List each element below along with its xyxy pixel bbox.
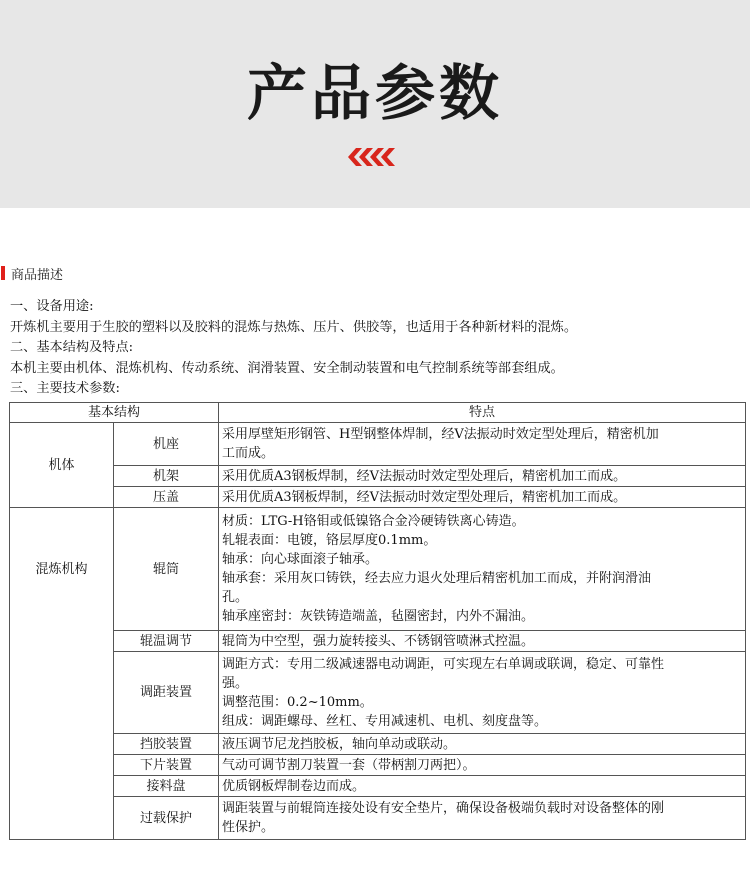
description-line: 本机主要由机体、混炼机构、传动系统、润滑装置、安全制动装置和电气控制系统等部套组成。 [10,360,564,376]
part-cell: 机架 [114,466,219,487]
part-cell: 接料盘 [114,776,219,797]
group-cell: 机体 [10,423,114,508]
feature-line: 轧辊表面：电镀，铬层厚度0.1mm。 [222,533,437,548]
feature-line: 优质钢板焊制卷边而成。 [222,778,366,794]
feature-cell [219,776,746,797]
table-row [10,631,746,652]
feature-line: 液压调节尼龙挡胶板，轴向单动或联动。 [222,736,457,752]
spec-table [9,402,746,840]
table-row [10,734,746,755]
table-row [10,423,746,466]
table-header-row [10,403,746,423]
table-row [10,508,746,631]
part-cell: 下片装置 [114,755,219,776]
feature-line: 气动可调节割刀装置一套（带柄割刀两把）。 [222,757,476,773]
feature-cell [219,797,746,840]
group-cell: 混炼机构 [10,508,114,840]
feature-cell [219,466,746,487]
description-line: 一、设备用途: [10,299,94,314]
feature-line: 工而成。 [222,446,275,461]
feature-line: 孔。 [222,590,249,605]
feature-line: 轴承套：采用灰口铸铁，经去应力退火处理后精密机加工而成，并附润滑油 [222,571,652,586]
feature-line: 性保护。 [222,820,275,835]
header-structure: 基本结构 [10,403,219,423]
section-label: 商品描述 [11,267,64,283]
section-header [0,263,63,283]
feature-cell [219,423,746,466]
feature-cell [219,734,746,755]
table-row [10,755,746,776]
chevrons-left-icon [348,148,396,166]
feature-line: 轴承座密封：灰铁铸造端盖，毡圈密封，内外不漏油。 [222,609,535,624]
table-row [10,797,746,840]
feature-cell [219,508,746,631]
table-row [10,487,746,508]
description-line: 三、主要技术参数: [10,381,120,396]
feature-line: 采用优质A3钢板焊制，经V法振动时效定型处理后，精密机加工而成。 [222,489,627,505]
feature-line: 调整范围：0.2~10mm。 [222,694,373,710]
part-cell: 压盖 [114,487,219,508]
feature-line: 组成：调距螺母、丝杠、专用减速机、电机、刻度盘等。 [222,713,548,729]
feature-line: 轴承：向心球面滚子轴承。 [222,552,379,567]
feature-line: 辊筒为中空型，强力旋转接头、不锈钢管喷淋式控温。 [222,633,535,649]
part-cell: 挡胶装置 [114,734,219,755]
feature-cell [219,487,746,508]
description-line: 二、基本结构及特点: [10,340,134,355]
description [10,297,745,400]
feature-line: 材质：LTG-H铬钼或低镍铬合金冷硬铸铁离心铸造。 [222,514,525,529]
feature-line: 调距方式：专用二级减速器电动调距，可实现左右单调或联调，稳定、可靠性 [222,656,665,672]
table-row [10,466,746,487]
feature-cell [219,652,746,734]
feature-line: 采用厚壁矩形钢管、H型钢整体焊制，经V法振动时效定型处理后，精密机加 [222,427,659,442]
part-cell: 调距装置 [114,652,219,734]
feature-line: 调距装置与前辊筒连接处设有安全垫片，确保设备极端负载时对设备整体的刚 [222,801,665,816]
feature-cell [219,755,746,776]
feature-cell [219,631,746,652]
part-cell: 辊温调节 [114,631,219,652]
table-row [10,776,746,797]
header-features: 特点 [219,403,746,423]
description-line: 开炼机主要用于生胶的塑料以及胶料的混炼与热炼、压片、供胶等，也适用于各种新材料的混炼。 [10,319,578,335]
section-accent-bar [1,266,5,280]
banner-title: 产品参数 [247,59,503,129]
table-row [10,652,746,734]
part-cell: 机座 [114,423,219,466]
part-cell: 过载保护 [114,797,219,840]
feature-line: 采用优质A3钢板焊制，经V法振动时效定型处理后，精密机加工而成。 [222,468,627,484]
part-cell: 辊筒 [114,508,219,631]
feature-line: 强。 [222,675,249,691]
banner [0,0,750,208]
